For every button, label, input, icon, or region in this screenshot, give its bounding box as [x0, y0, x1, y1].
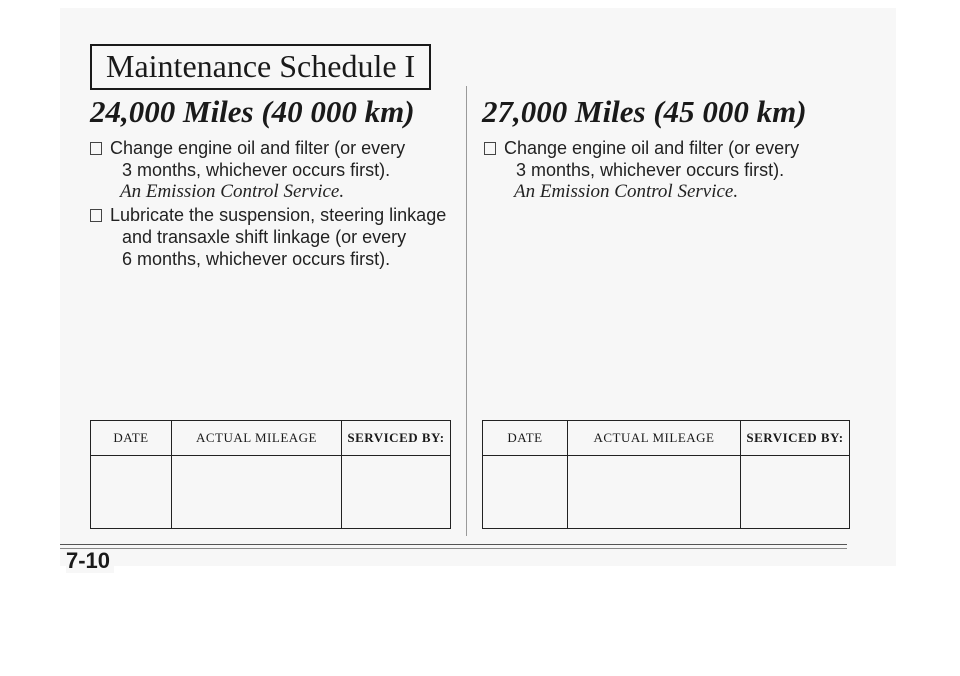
- manual-page: [60, 8, 896, 573]
- checkbox-icon: [484, 142, 496, 155]
- serviced-by-cell[interactable]: [741, 456, 850, 529]
- item-line: 3 months, whichever occurs first).: [516, 160, 785, 180]
- checkbox-icon: [90, 209, 102, 222]
- date-header: DATE: [91, 421, 172, 456]
- item-line: and transaxle shift linkage (or every: [122, 227, 407, 247]
- date-cell[interactable]: [91, 456, 172, 529]
- footer-rule: [60, 548, 847, 549]
- item-line: Change engine oil and filter (or every: [110, 138, 406, 158]
- item-line: 3 months, whichever occurs first).: [122, 160, 391, 180]
- schedule-header: Maintenance Schedule I: [90, 44, 431, 90]
- serviced-by-header: SERVICED BY:: [741, 421, 850, 456]
- mileage-cell[interactable]: [568, 456, 741, 529]
- column-divider: [466, 86, 467, 536]
- serviced-by-cell[interactable]: [342, 456, 451, 529]
- item-note: An Emission Control Service.: [514, 181, 739, 202]
- item-line: Change engine oil and filter (or every: [504, 138, 800, 158]
- mileage-header: ACTUAL MILEAGE: [568, 421, 741, 456]
- left-interval-title: 24,000 Miles (40 000 km): [90, 94, 415, 129]
- checkbox-icon: [90, 142, 102, 155]
- footer-rule: [60, 544, 847, 545]
- item-note: An Emission Control Service.: [120, 181, 345, 202]
- item-line: Lubricate the suspension, steering linkage: [110, 205, 447, 225]
- date-cell[interactable]: [483, 456, 568, 529]
- right-service-log: [482, 420, 850, 529]
- left-service-log: [90, 420, 451, 529]
- item-line: 6 months, whichever occurs first).: [122, 249, 391, 269]
- mileage-header: ACTUAL MILEAGE: [172, 421, 342, 456]
- date-header: DATE: [483, 421, 568, 456]
- right-interval-title: 27,000 Miles (45 000 km): [482, 94, 807, 129]
- serviced-by-header: SERVICED BY:: [342, 421, 451, 456]
- page-number: 7-10: [66, 549, 114, 573]
- mileage-cell[interactable]: [172, 456, 342, 529]
